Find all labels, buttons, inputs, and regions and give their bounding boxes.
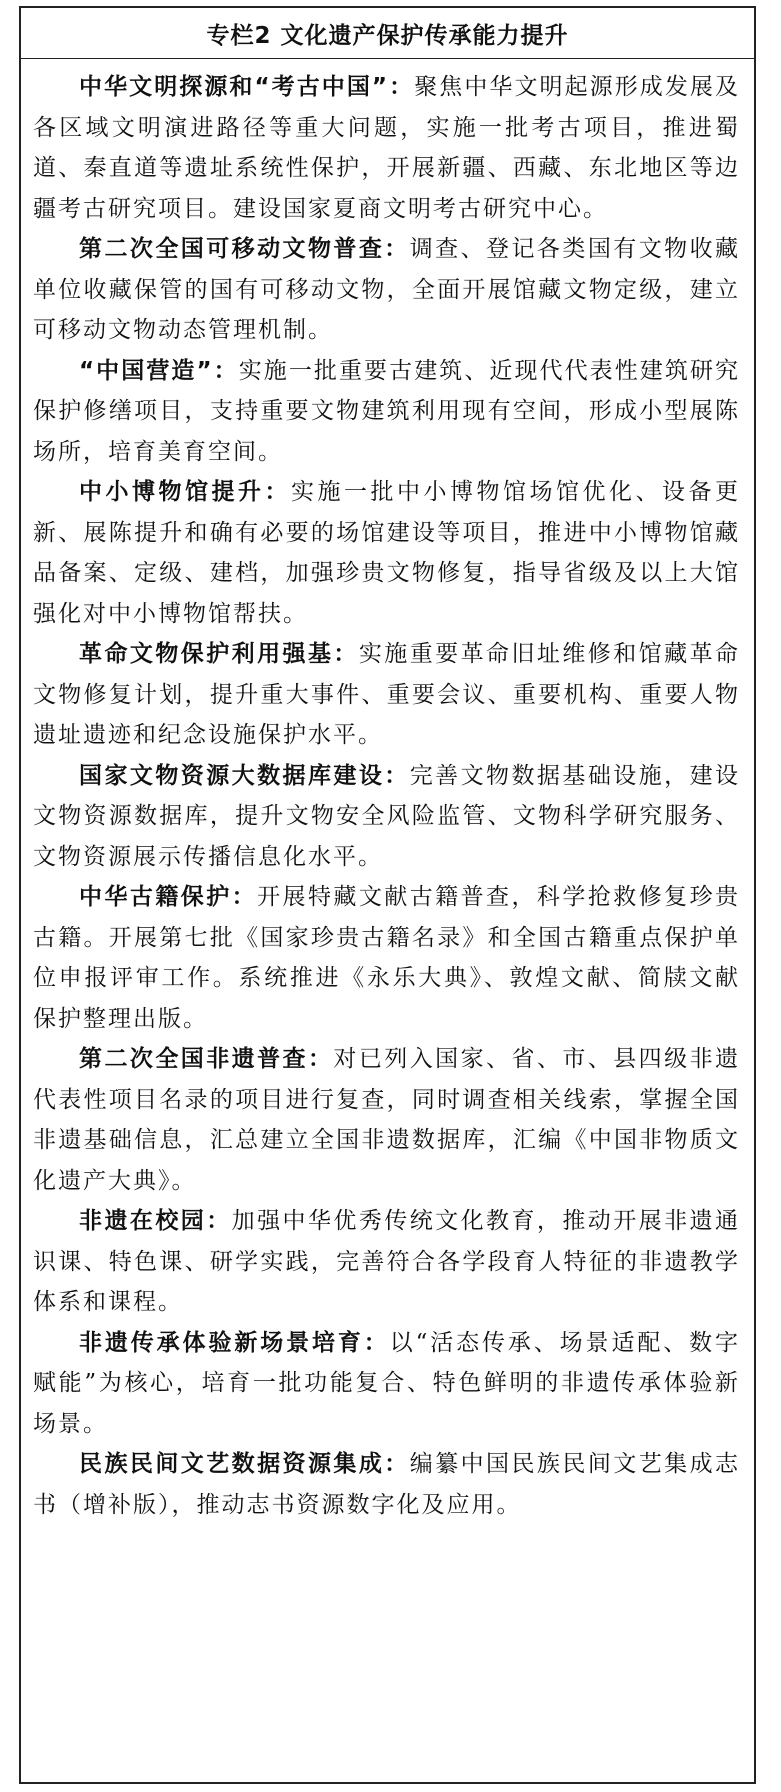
item-ich-scenes [33,1323,740,1445]
item-heading: 中小博物馆提升： [79,479,291,505]
column-box [19,6,756,1784]
item-text: 对已列入国家、省、市、县四级非遗代表性项目名录的项目进行复查，同时调查相关线索，掌握全国非遗基础信息，汇总建立全国非遗数据库，汇编《中国非物质文化遗产大典》。 [33,1046,741,1194]
item-heading: “中国营造”： [79,357,239,384]
item-text: 实施一批重要古建筑、近现代代表性建筑研究保护修缮项目，支持重要文物建筑利用现有空间，形成小型展陈场所，培育美育空间。 [33,357,741,465]
item-heading: 中华文明探源和“考古中国”： [79,74,415,100]
item-ich-campus [33,1201,740,1323]
item-heading: 第二次全国非遗普查： [79,1046,334,1072]
item-heading: 非遗在校园： [79,1208,232,1234]
item-relics-database [33,756,740,878]
item-heading: 第二次全国可移动文物普查： [79,236,410,262]
item-heading: 民族民间文艺数据资源集成： [79,1451,410,1477]
item-text: 调查、登记各类国有文物收藏单位收藏保管的国有可移动文物，全面开展馆藏文物定级，建立可移动文物动态管理机制。 [33,236,741,343]
item-china-construction [33,351,740,473]
item-revolutionary-relics [33,634,740,756]
item-text: 以“活态传承、场景适配、数字赋能”为核心，培育一批功能复合、特色鲜明的非遗传承体验新场景。 [33,1329,741,1437]
item-text: 完善文物数据基础设施，建设文物资源数据库，提升文物安全风险监管、文物科学研究服务、文物资源展示传播信息化水平。 [33,762,741,870]
item-text: 开展特藏文献古籍普查，科学抢救修复珍贵古籍。开展第七批《国家珍贵古籍名录》和全国古籍重点保护单位申报评审工作。系统推进《永乐大典》、敦煌文献、简牍文献保护整理出版。 [33,884,741,1032]
item-folk-arts-data [33,1444,740,1525]
item-relics-census [33,229,740,351]
item-small-museums [33,472,740,634]
item-heading: 革命文物保护利用强基： [79,641,359,667]
item-text: 加强中华优秀传统文化教育，推动开展非遗通识课、特色课、研学实践，完善符合各学段育人特征的非遗教学体系和课程。 [33,1208,741,1315]
item-ancient-books [33,877,740,1039]
item-archaeology [33,67,740,229]
item-heading: 国家文物资源大数据库建设： [79,762,410,789]
column-content [21,59,754,1525]
item-text: 编纂中国民族民间文艺集成志书（增补版），推动志书资源数字化及应用。 [33,1451,741,1518]
column-title: 专栏2 文化遗产保护传承能力提升 [21,8,754,59]
item-heading: 非遗传承体验新场景培育： [79,1329,390,1356]
item-ich-census [33,1039,740,1201]
item-heading: 中华古籍保护： [79,884,258,910]
item-text: 实施重要革命旧址维修和馆藏革命文物修复计划，提升重大事件、重要会议、重要机构、重要人物遗址遗迹和纪念设施保护水平。 [33,641,741,748]
item-text: 实施一批中小博物馆场馆优化、设备更新、展陈提升和确有必要的场馆建设等项目，推进中小博物馆藏品备案、定级、建档，加强珍贵文物修复，指导省级及以上大馆强化对中小博物馆帮扶。 [33,479,740,627]
item-text: 聚焦中华文明起源形成发展及各区域文明演进路径等重大问题，实施一批考古项目，推进蜀道、秦直道等遗址系统性保护，开展新疆、西藏、东北地区等边疆考古研究项目。建设国家夏商文明考古研究中心。 [33,74,741,222]
